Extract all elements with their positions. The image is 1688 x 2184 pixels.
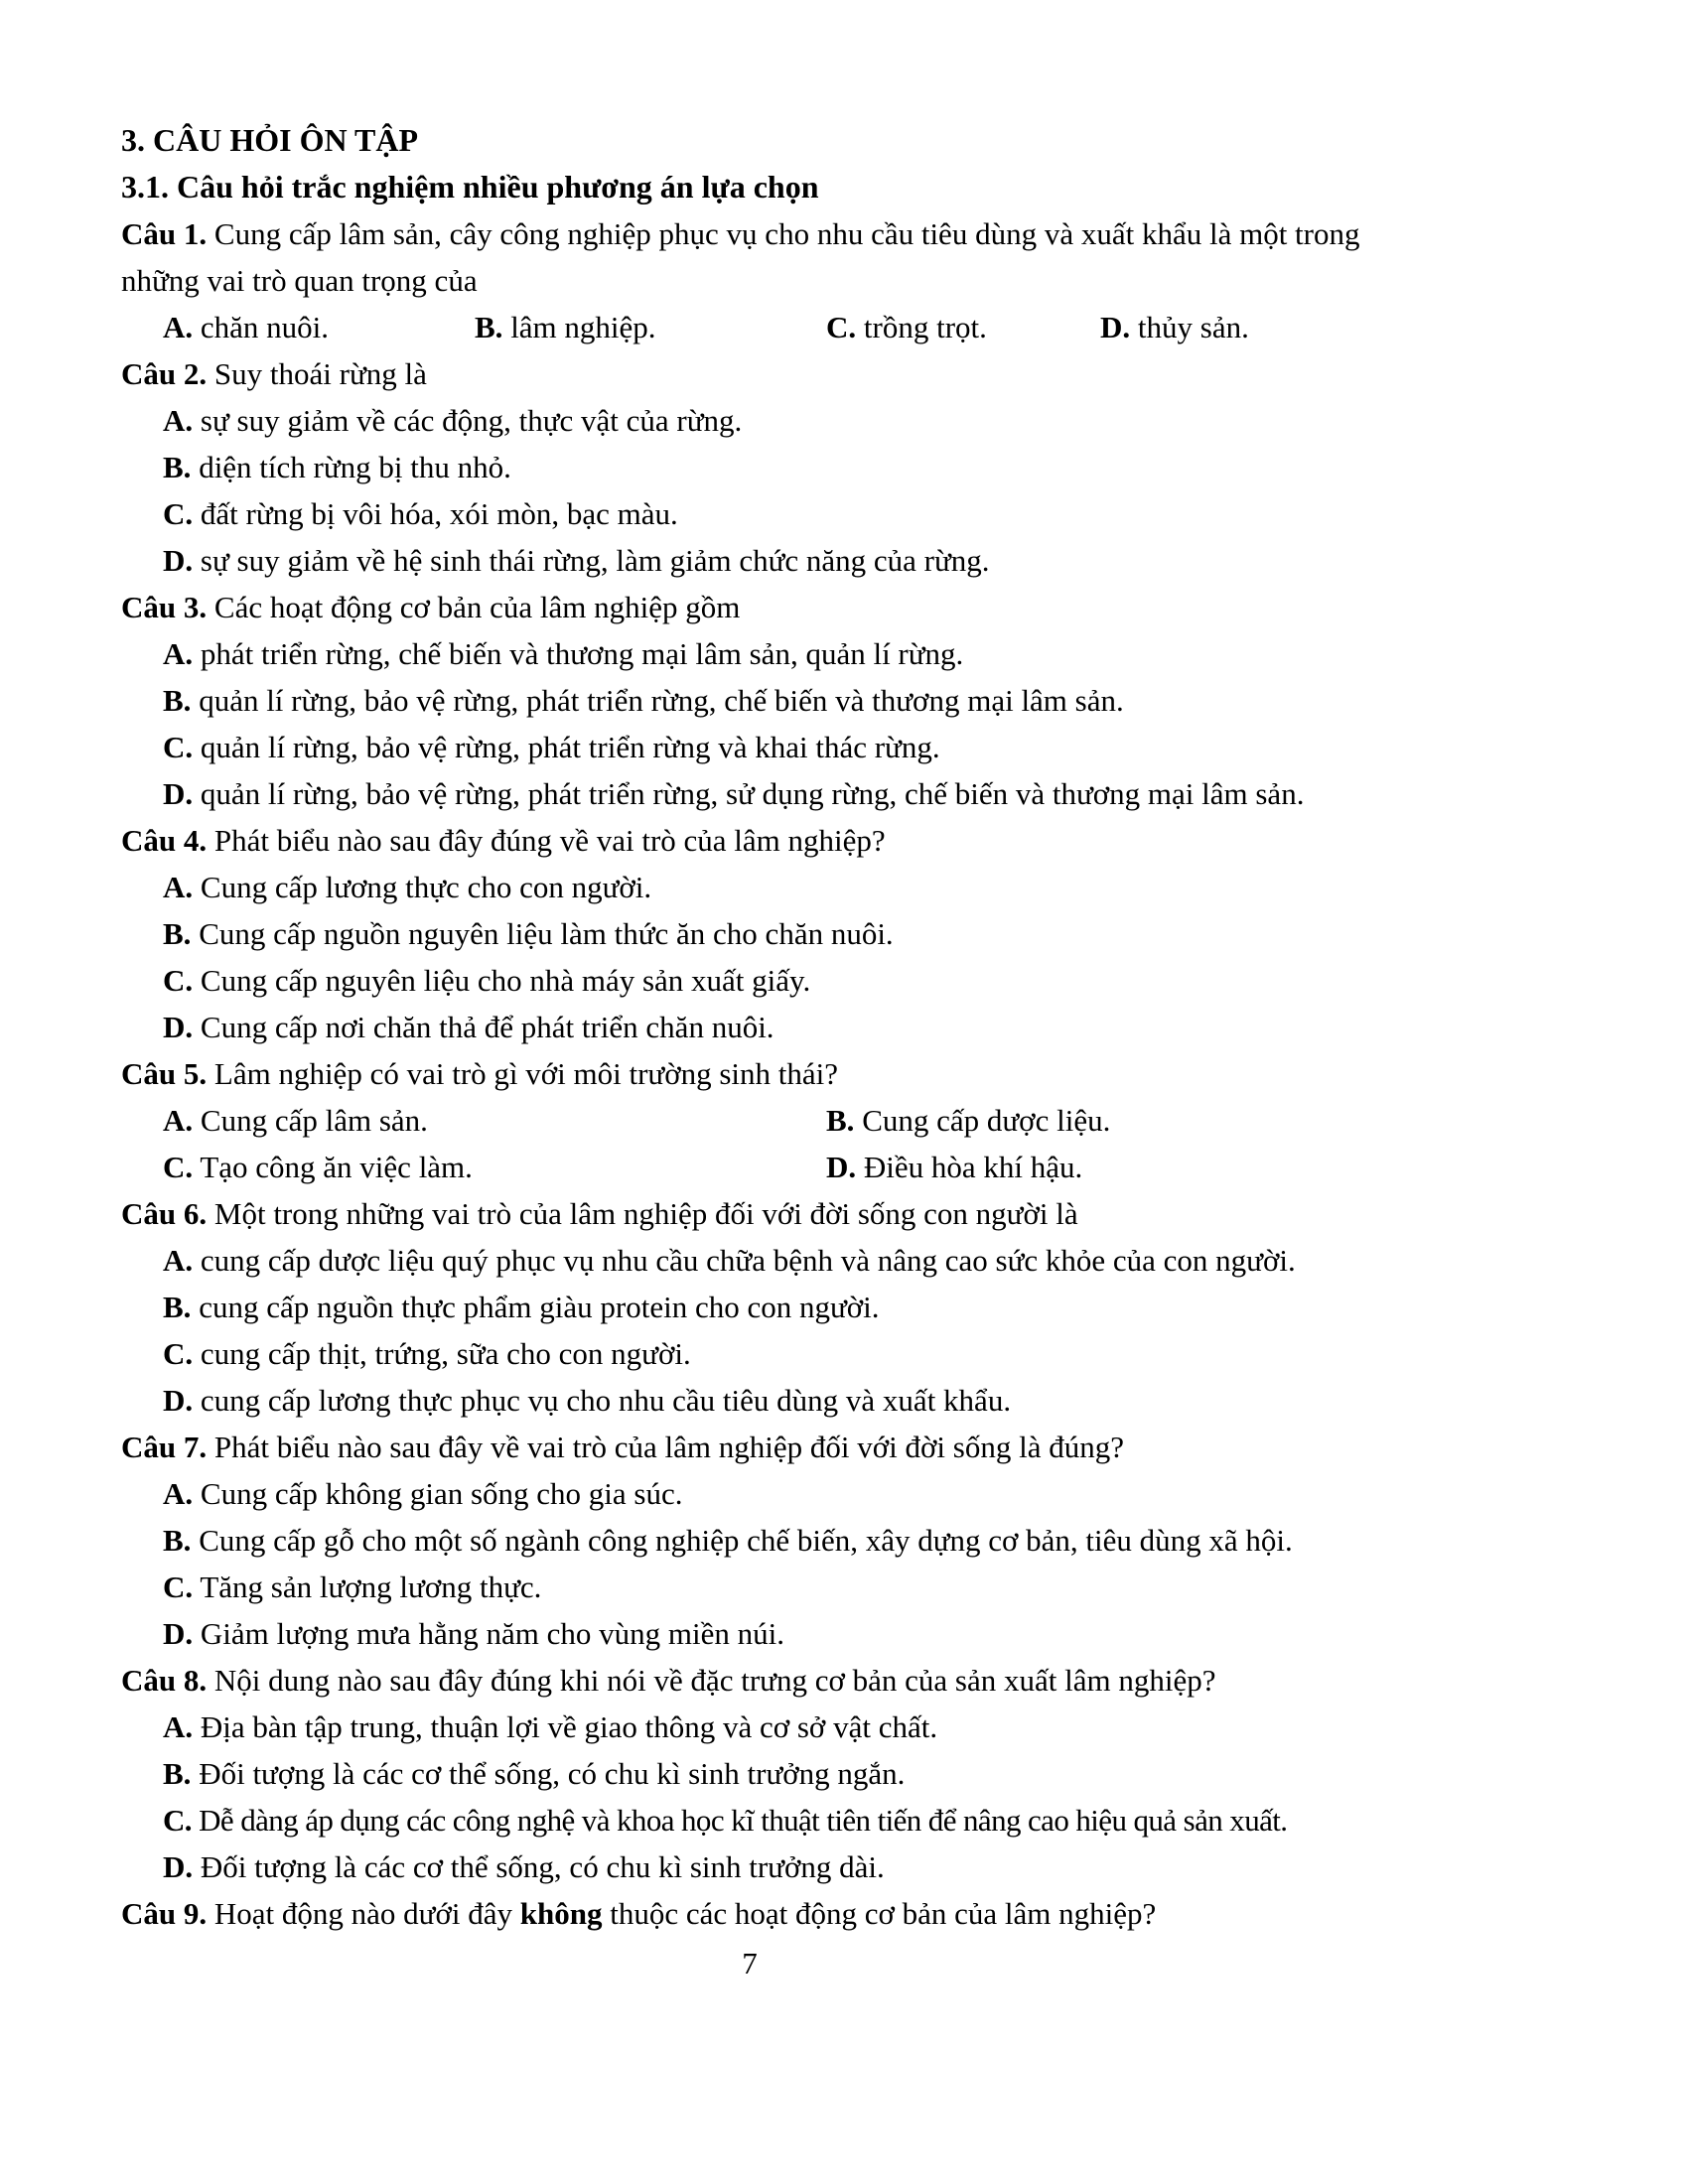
option-text: Cung cấp nguyên liệu cho nhà máy sản xuất giấy. [200, 963, 811, 998]
option-d [121, 1377, 1412, 1424]
option-label: D. [163, 543, 194, 578]
option-label: B. [163, 1290, 192, 1324]
question-text: Hoạt động nào dưới đây [213, 1896, 512, 1931]
option-b [121, 1750, 1412, 1797]
question-label: Câu 6. [121, 1196, 208, 1231]
option-text: phát triển rừng, chế biến và thương mại lâm sản, quản lí rừng. [200, 636, 964, 671]
option-label: C. [163, 1150, 194, 1184]
question-text: Suy thoái rừng là [213, 356, 427, 391]
option-text: trồng trọt. [863, 310, 987, 344]
section-title: 3. CÂU HỎI ÔN TẬP [121, 122, 418, 158]
question-text: Một trong những vai trò của lâm nghiệp đối với đời sống con người là [213, 1196, 1078, 1231]
question-6 [121, 1190, 1412, 1237]
option-label: B. [163, 916, 192, 951]
question-9 [121, 1890, 1412, 1937]
option-text: cung cấp dược liệu quý phục vụ nhu cầu chữa bệnh và nâng cao sức khỏe của con người. [200, 1243, 1296, 1278]
option-text: sự suy giảm về hệ sinh thái rừng, làm giảm chức năng của rừng. [200, 543, 990, 578]
question-text: Lâm nghiệp có vai trò gì với môi trường sinh thái? [213, 1056, 839, 1091]
option-text: Địa bàn tập trung, thuận lợi về giao thông và cơ sở vật chất. [200, 1709, 938, 1744]
option-label: B. [475, 310, 503, 344]
option-text: chăn nuôi. [200, 310, 330, 344]
option-label: D. [826, 1150, 857, 1184]
question-1 [121, 210, 1412, 304]
option-label: D. [163, 1849, 194, 1884]
question-label: Câu 2. [121, 356, 208, 391]
option-a [121, 864, 1412, 910]
option-text: Tăng sản lượng lương thực. [200, 1570, 542, 1604]
option-label: C. [163, 1803, 192, 1838]
option-label: A. [163, 870, 194, 904]
option-d [121, 1004, 1412, 1050]
option-label: C. [163, 730, 194, 764]
question-label: Câu 1. [121, 216, 208, 251]
option-label: A. [163, 310, 194, 344]
option-text: Tạo công ăn việc làm. [200, 1150, 473, 1184]
question-label: Câu 3. [121, 590, 208, 624]
option-d [121, 770, 1412, 817]
option-label: A. [163, 1243, 194, 1278]
question-text: Nội dung nào sau đây đúng khi nói về đặc trưng cơ bản của sản xuất lâm nghiệp? [213, 1663, 1216, 1698]
option-c [121, 957, 1412, 1004]
option-label: C. [163, 1336, 194, 1371]
option-text: quản lí rừng, bảo vệ rừng, phát triển rừng, chế biến và thương mại lâm sản. [199, 683, 1124, 718]
option-c [826, 304, 1100, 350]
option-a [121, 1704, 1412, 1750]
option-label: C. [826, 310, 857, 344]
option-d [121, 1843, 1412, 1890]
option-a [163, 1097, 826, 1144]
option-text: Cung cấp lâm sản. [200, 1103, 428, 1138]
option-text: đất rừng bị vôi hóa, xói mòn, bạc màu. [200, 496, 678, 531]
option-d [1100, 304, 1249, 350]
option-text: cung cấp lương thực phục vụ cho nhu cầu tiêu dùng và xuất khẩu. [200, 1383, 1012, 1418]
question-3 [121, 584, 1412, 630]
option-label: A. [163, 1476, 194, 1511]
question-2 [121, 350, 1412, 397]
option-a [163, 304, 475, 350]
option-text: Cung cấp dược liệu. [862, 1103, 1111, 1138]
option-text: sự suy giảm về các động, thực vật của rừng. [200, 403, 743, 438]
option-label: D. [163, 776, 194, 811]
option-text: Cung cấp gỗ cho một số ngành công nghiệp chế biến, xây dựng cơ bản, tiêu dùng xã hội. [199, 1523, 1293, 1558]
option-label: D. [163, 1616, 194, 1651]
option-label: B. [163, 450, 192, 484]
question-text: Các hoạt động cơ bản của lâm nghiệp gồm [213, 590, 741, 624]
question-text: thuộc các hoạt động cơ bản của lâm nghiệp? [610, 1896, 1157, 1931]
option-c [121, 490, 1412, 537]
question-label: Câu 9. [121, 1896, 208, 1931]
option-text: diện tích rừng bị thu nhỏ. [199, 450, 511, 484]
options-row [121, 1144, 1412, 1190]
option-label: D. [1100, 310, 1131, 344]
options-row [121, 1097, 1412, 1144]
option-label: B. [163, 1523, 192, 1558]
option-b [475, 304, 826, 350]
option-d [121, 1610, 1412, 1657]
question-4 [121, 817, 1412, 864]
question-5 [121, 1050, 1412, 1097]
subsection-title: 3.1. Câu hỏi trắc nghiệm nhiều phương án lựa chọn [121, 169, 819, 205]
option-label: D. [163, 1010, 194, 1044]
question-label: Câu 5. [121, 1056, 208, 1091]
question-8 [121, 1657, 1412, 1704]
option-text: Giảm lượng mưa hằng năm cho vùng miền núi. [200, 1616, 784, 1651]
option-text: cung cấp thịt, trứng, sữa cho con người. [200, 1336, 691, 1371]
option-text: Điều hòa khí hậu. [863, 1150, 1083, 1184]
option-label: A. [163, 1709, 194, 1744]
option-label: B. [826, 1103, 855, 1138]
option-label: D. [163, 1383, 194, 1418]
option-label: B. [163, 1756, 192, 1791]
option-text: quản lí rừng, bảo vệ rừng, phát triển rừng và khai thác rừng. [200, 730, 940, 764]
option-text: Cung cấp lương thực cho con người. [200, 870, 652, 904]
option-a [121, 1470, 1412, 1517]
option-label: C. [163, 1570, 194, 1604]
option-label: C. [163, 963, 194, 998]
question-text: Phát biểu nào sau đây về vai trò của lâm nghiệp đối với đời sống là đúng? [213, 1430, 1124, 1464]
option-a [121, 1237, 1412, 1284]
question-label: Câu 7. [121, 1430, 208, 1464]
question-label: Câu 4. [121, 823, 208, 858]
option-text: thủy sản. [1137, 310, 1249, 344]
option-text: Cung cấp không gian sống cho gia súc. [200, 1476, 683, 1511]
option-text: lâm nghiệp. [510, 310, 656, 344]
question-label: Câu 8. [121, 1663, 208, 1698]
option-label: A. [163, 403, 194, 438]
option-text: Đối tượng là các cơ thể sống, có chu kì sinh trưởng dài. [200, 1849, 885, 1884]
option-c [121, 1564, 1412, 1610]
option-c [121, 1330, 1412, 1377]
document-page [121, 117, 1412, 1937]
option-label: A. [163, 1103, 194, 1138]
option-b [121, 910, 1412, 957]
option-label: B. [163, 683, 192, 718]
option-d [826, 1144, 1082, 1190]
question-7 [121, 1424, 1412, 1470]
options-row [121, 304, 1412, 350]
option-c [121, 724, 1412, 770]
option-text: cung cấp nguồn thực phẩm giàu protein cho con người. [199, 1290, 880, 1324]
question-emphasis: không [519, 1896, 603, 1931]
option-label: C. [163, 496, 194, 531]
option-b [826, 1097, 1110, 1144]
option-a [121, 630, 1412, 677]
option-text: Cung cấp nơi chăn thả để phát triển chăn nuôi. [200, 1010, 774, 1044]
option-b [121, 677, 1412, 724]
question-text: Phát biểu nào sau đây đúng về vai trò của lâm nghiệp? [213, 823, 886, 858]
option-d [121, 537, 1412, 584]
option-label: A. [163, 636, 194, 671]
option-b [121, 444, 1412, 490]
option-text: Đối tượng là các cơ thể sống, có chu kì sinh trưởng ngắn. [199, 1756, 906, 1791]
option-text: quản lí rừng, bảo vệ rừng, phát triển rừng, sử dụng rừng, chế biến và thương mại lâm sản. [200, 776, 1305, 811]
option-c [121, 1797, 1412, 1843]
option-text: Cung cấp nguồn nguyên liệu làm thức ăn cho chăn nuôi. [199, 916, 894, 951]
option-a [121, 397, 1412, 444]
question-text: Cung cấp lâm sản, cây công nghiệp phục vụ cho nhu cầu tiêu dùng và xuất khẩu là một trong những vai trò quan trọng của [121, 216, 1360, 298]
option-text: Dễ dàng áp dụng các công nghệ và khoa học kĩ thuật tiên tiến để nâng cao hiệu quả sản xuất. [199, 1803, 1288, 1838]
page-number: 7 [742, 1946, 758, 1980]
option-b [121, 1284, 1412, 1330]
option-c [163, 1144, 826, 1190]
option-b [121, 1517, 1412, 1564]
